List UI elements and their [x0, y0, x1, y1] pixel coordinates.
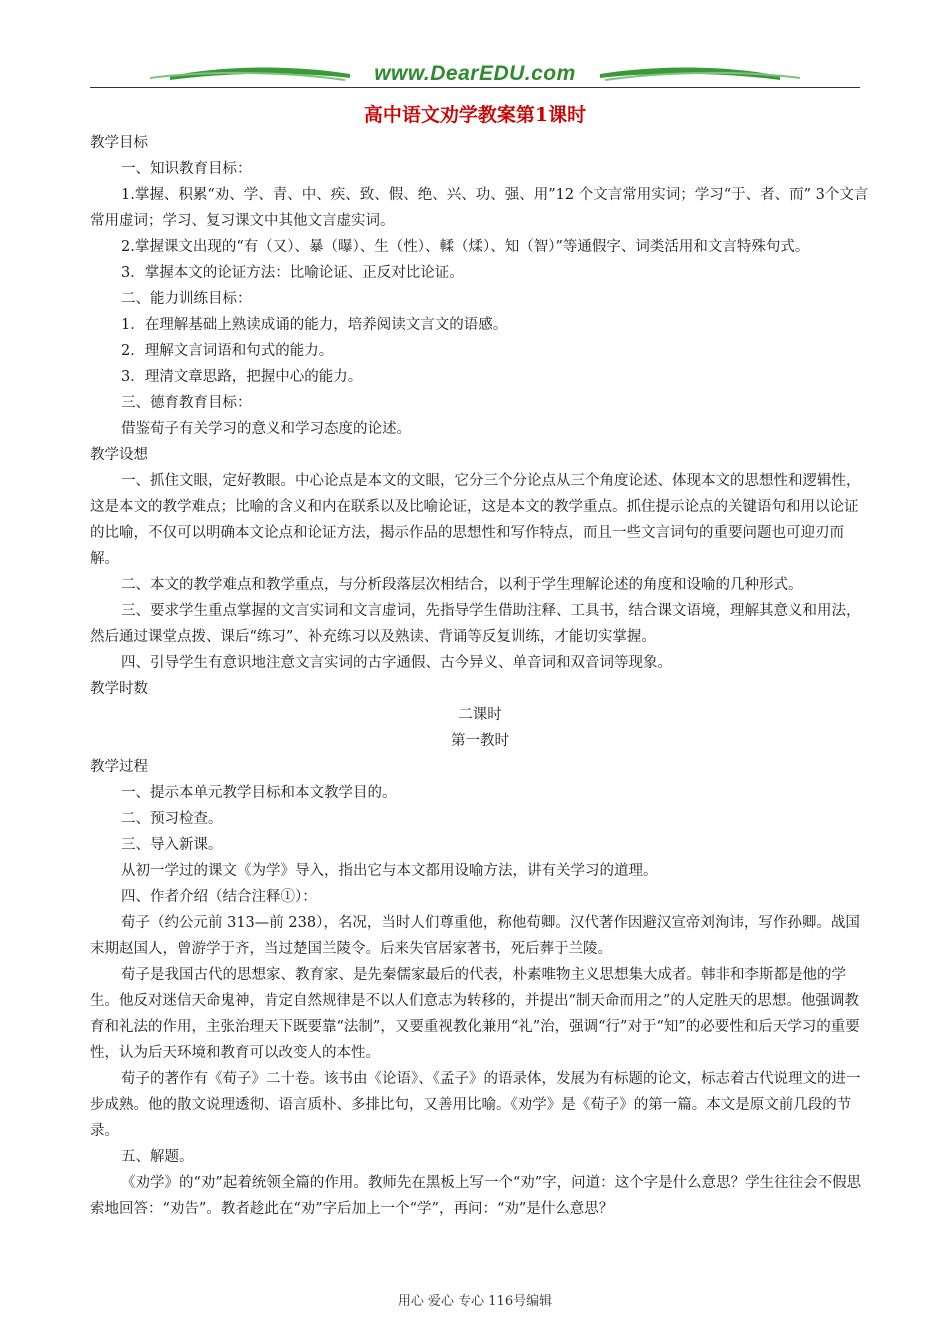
- paragraph: 2.掌握课文出现的“有（又）、暴（曝）、生（性）、輮（煣）、知（智）”等通假字、词类活用和文言特殊句式。: [121, 239, 810, 255]
- paragraph: 三、要求学生重点掌握的文言实词和文言虚词，先指导学生借助注释、工具书，结合课文语境，理解其意义和用法，然后通过课堂点拨、课后“练习”、补充练习以及熟读、背诵等反复训练，才能切实掌握。: [90, 603, 861, 645]
- paragraph: 四、引导学生有意识地注意文言实词的古字通假、古今异义、单音词和双音词等现象。: [121, 655, 672, 671]
- page-footer: 用心 爱心 专心 116号编辑: [397, 1294, 553, 1309]
- paragraph: 一、抓住文眼，定好教眼。中心论点是本文的文眼，它分三个分论点从三个角度论述、体现本文的思想性和逻辑性，这是本文的教学难点；比喻的含义和内在联系以及比喻论证，这是本文的教学重点。抓住提示论点的关键语句和用以论证的比喻，不仅可以明确本文论点和论证方法，揭示作品的思想性和写作特点，而且一些文言词句的重要问题也可迎刃而解。: [90, 473, 861, 567]
- section-heading: 教学过程: [90, 759, 148, 775]
- section-heading: 教学设想: [90, 447, 148, 463]
- paragraph: 借鉴荀子有关学习的意义和学习态度的论述。: [121, 421, 411, 437]
- paragraph: 从初一学过的课文《为学》导入，指出它与本文都用设喻方法，讲有关学习的道理。: [121, 863, 658, 879]
- paragraph: 1.掌握、积累“劝、学、青、中、疾、致、假、绝、兴、功、强、用”12 个文言常用实词；学习“于、者、而” 3个文言常用虚词；学习、复习课文中其他文言虚实词。: [90, 187, 869, 229]
- section-heading: 教学时数: [90, 681, 148, 697]
- paragraph: 2．理解文言词语和句式的能力。: [121, 343, 334, 359]
- paragraph: 二、预习检查。: [121, 811, 223, 827]
- paragraph: 3．理清文章思路，把握中心的能力。: [121, 369, 363, 385]
- section-heading: 教学目标: [90, 135, 148, 151]
- paragraph: 1．在理解基础上熟读成诵的能力，培养阅读文言文的语感。: [121, 317, 508, 333]
- paragraph: 二、本文的教学难点和教学重点，与分析段落层次相结合，以利于学生理解论述的角度和设喻的几种形式。: [121, 577, 803, 593]
- paragraph: 一、知识教育目标：: [121, 161, 252, 177]
- paragraph: 荀子是我国古代的思想家、教育家、是先秦儒家最后的代表，朴素唯物主义思想集大成者。韩非和李斯都是他的学生。他反对迷信天命鬼神，肯定自然规律是不以人们意志为转移的，并提出“制天命而用之”的人定胜天的思想。他强调教育和礼法的作用，主张治理天下既要靠“法制”，又要重视教化兼用“礼”治，强调“行”对于“知”的必要性和后天学习的重要性，认为后天环境和教育可以改变人的本性。: [90, 967, 860, 1061]
- paragraph: 五、解题。: [121, 1149, 194, 1165]
- site-url: www.DearEDU.com: [374, 62, 576, 85]
- paragraph: 荀子的著作有《荀子》二十卷。该书由《论语》、《孟子》的语录体，发展为有标题的论文，标志着古代说理文的进一步成熟。他的散文说理透彻、语言质朴、多排比句，又善用比喻。《劝学》是《荀子》的第一篇。本文是原文前几段的节录。: [90, 1071, 861, 1139]
- paragraph: 一、提示本单元教学目标和本文教学目的。: [121, 785, 397, 801]
- header-divider: [90, 87, 860, 88]
- document-title: 高中语文劝学教案第1课时: [363, 104, 587, 126]
- paragraph: 《劝学》的“劝”起着统领全篇的作用。教师先在黑板上写一个“劝”字，问道：这个字是什么意思？学生往往会不假思索地回答：“劝告”。教者趁此在“劝”字后加上一个“学”，再问：“劝”是什么意思？: [90, 1175, 862, 1217]
- paragraph: 3．掌握本文的论证方法：比喻论证、正反对比论证。: [121, 265, 464, 281]
- paragraph: 第一教时: [451, 733, 509, 749]
- paragraph: 三、导入新课。: [121, 837, 223, 853]
- document-body: [90, 130, 870, 1222]
- paragraph: 荀子（约公元前 313—前 238），名况，当时人们尊重他，称他荀卿。汉代著作因避汉宣帝刘洵讳，写作孙卿。战国末期赵国人，曾游学于齐，当过楚国兰陵令。后来失官居家著书，死后葬于兰陵。: [90, 915, 860, 957]
- paragraph: 三、德育教育目标：: [121, 395, 252, 411]
- paragraph: 二、能力训练目标：: [121, 291, 252, 307]
- paragraph: 四、作者介绍（结合注释①）：: [121, 889, 317, 905]
- paragraph: 二课时: [458, 707, 502, 723]
